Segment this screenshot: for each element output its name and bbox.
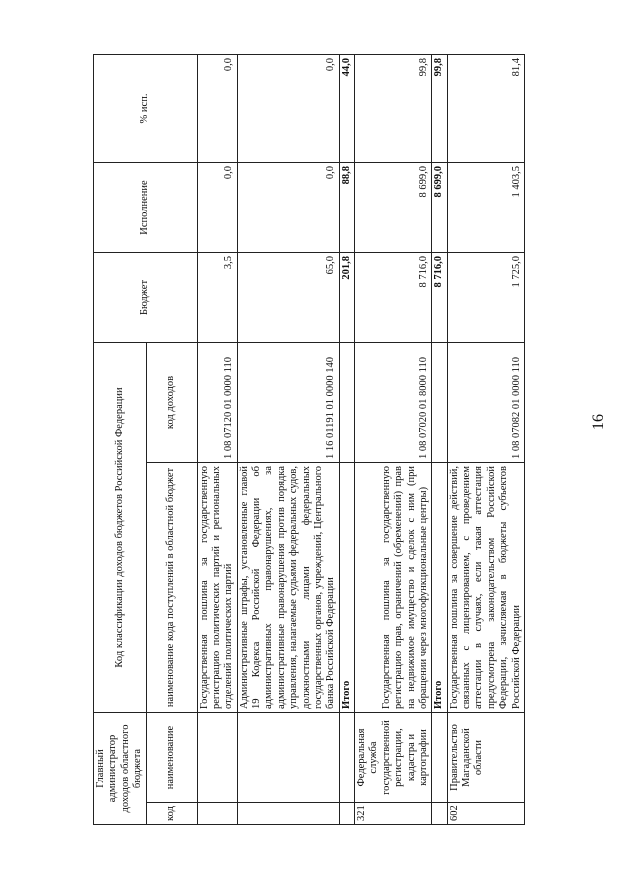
admin-code-cell: 602: [447, 803, 524, 825]
revenue-code-cell: [432, 342, 447, 462]
revenue-code-cell: 1 08 07082 01 0000 110: [447, 342, 524, 462]
revenue-code-cell: 1 08 07120 01 0000 110: [197, 342, 237, 462]
percent-value-cell: 81,4: [447, 54, 524, 162]
name-header: наименование: [146, 713, 197, 803]
admin-code-cell: [237, 803, 339, 825]
percent-value-cell: 44,0: [339, 54, 354, 162]
execution-value-cell: 0,0: [197, 162, 237, 252]
execution-value-cell: 1 403,5: [447, 162, 524, 252]
budget-header: Бюджет: [94, 252, 198, 342]
table-row: [447, 54, 524, 824]
total-row: [339, 54, 354, 824]
percent-value-cell: 0,0: [197, 54, 237, 162]
code-header: код: [146, 803, 197, 825]
table-row: [355, 54, 432, 824]
admin-code-cell: [432, 803, 447, 825]
execution-value-cell: 0,0: [237, 162, 339, 252]
percent-value-cell: 0,0: [237, 54, 339, 162]
revenue-code-cell: [339, 342, 354, 462]
admin-code-cell: 321: [355, 803, 432, 825]
table-row: [197, 54, 237, 824]
revenue-code-cell: 1 16 01191 01 0000 140: [237, 342, 339, 462]
budget-value-cell: 1 725,0: [447, 252, 524, 342]
page-number: 16: [590, 414, 607, 430]
percent-value-cell: 99,8: [355, 54, 432, 162]
table-body: [197, 54, 524, 824]
admin-name-cell: [339, 713, 354, 803]
percent-value-cell: 99,8: [432, 54, 447, 162]
total-row: [432, 54, 447, 824]
revenue-table: [93, 54, 525, 825]
revenue-description-cell: Государственная пошлина за совершение действий, связанных с лицензированием, с проведением аттестации в случаях, если такая аттестация предусмотрена законодательством Российской Федерации, зачисляемая в бюджеты субъектов Российской Федерации: [447, 463, 524, 713]
rotated-table-page: [93, 55, 613, 825]
execution-value-cell: 88,8: [339, 162, 354, 252]
kbk-group-header: Код классификации доходов бюджетов Российской Федерации: [94, 342, 147, 712]
admin-name-cell: [432, 713, 447, 803]
budget-value-cell: 201,8: [339, 252, 354, 342]
admin-name-cell: Федеральная служба государственной регистрации, кадастра и картографии: [355, 713, 432, 803]
kbk-name-header: наименование кода поступлений в областной бюджет: [146, 463, 197, 713]
execution-value-cell: 8 699,0: [432, 162, 447, 252]
execution-value-cell: 8 699,0: [355, 162, 432, 252]
revenue-description-cell: Административные штрафы, установленные главой 19 Кодекса Российской Федерации об административных правонарушениях, за административные правонарушения против порядка управления, налагаемые судьями федеральных судов, должностными лицами федеральных государственных органов, учреждений, Центрального банка Российской Федерации: [237, 463, 339, 713]
revenue-description-cell: Государственная пошлина за государственную регистрацию политических партий и региональных отделений политических партий: [197, 463, 237, 713]
table-row: [237, 54, 339, 824]
revenue-code-cell: 1 08 07020 01 8000 110: [355, 342, 432, 462]
total-label-cell: Итого: [339, 463, 354, 713]
budget-value-cell: 8 716,0: [355, 252, 432, 342]
total-label-cell: Итого: [432, 463, 447, 713]
admin-code-cell: [197, 803, 237, 825]
admin-group-header: Главный администратор доходов областного бюджета: [94, 713, 147, 825]
revenue-description-cell: Государственная пошлина за государственную регистрацию прав, ограничений (обременений) прав на недвижимое имущество и сделок с ним (при обращении через многофункциональные центры): [355, 463, 432, 713]
budget-value-cell: 8 716,0: [432, 252, 447, 342]
budget-value-cell: 3,5: [197, 252, 237, 342]
header-row-1: [94, 54, 147, 824]
admin-name-cell: [197, 713, 237, 803]
admin-name-cell: [237, 713, 339, 803]
execution-header: Исполнение: [94, 162, 198, 252]
percent-header: % исп.: [94, 54, 198, 162]
kbk-code-header: код доходов: [146, 342, 197, 462]
admin-name-cell: Правительство Магаданской области: [447, 713, 524, 803]
budget-value-cell: 65,0: [237, 252, 339, 342]
admin-code-cell: [339, 803, 354, 825]
